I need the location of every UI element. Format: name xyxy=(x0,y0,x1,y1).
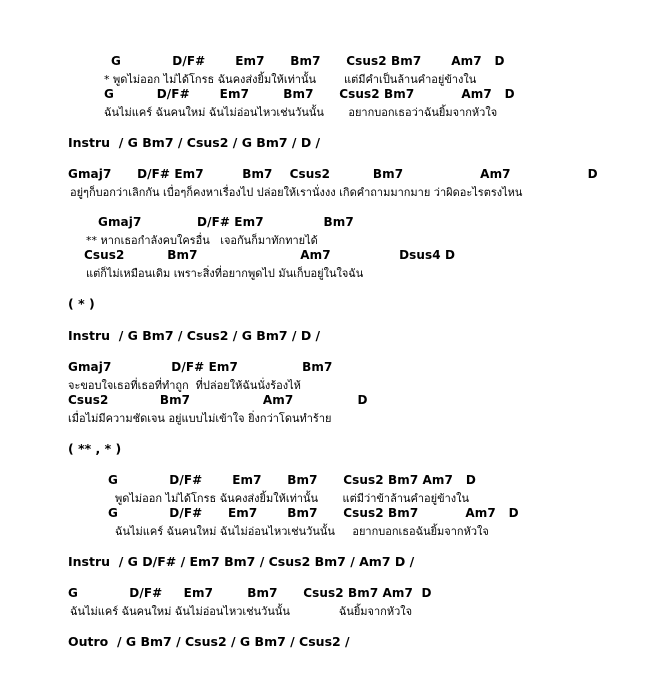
instrumental-line-1: Instru / G Bm7 / Csus2 / G Bm7 / D / xyxy=(68,135,321,150)
verse1-chord-line-2: G D/F# Em7 Bm7 Csus2 Bm7 Am7 D xyxy=(104,87,515,101)
verse1-chord-line-1: G D/F# Em7 Bm7 Csus2 Bm7 Am7 D xyxy=(111,54,505,68)
verse3-lyric-line-2: ฉันไม่แคร์ ฉันคนใหม่ ฉันไม่อ่อนไหวเช่นวันนั้น อยากบอกเธอฉันยิ้มจากหัวใจ xyxy=(115,525,489,538)
bridge-chord-line-1: Gmaj7 D/F# Em7 Bm7 xyxy=(68,360,333,374)
chorus-lyric-line-2: แต่ก็ไม่เหมือนเดิม เพราะสิ่งที่อยากพูดไป มันเก็บอยู่ในใจฉัน xyxy=(86,267,364,280)
ending-chord-line: G D/F# Em7 Bm7 Csus2 Bm7 Am7 D xyxy=(68,586,432,600)
chorus-chord-line-1: Gmaj7 D/F# Em7 Bm7 xyxy=(98,215,354,229)
instrumental-line-2: Instru / G Bm7 / Csus2 / G Bm7 / D / xyxy=(68,328,321,343)
verse2-chord-line: Gmaj7 D/F# Em7 Bm7 Csus2 Bm7 Am7 D xyxy=(68,167,598,181)
instrumental-line-3: Instru / G D/F# / Em7 Bm7 / Csus2 Bm7 / Am7 D / xyxy=(68,554,415,569)
verse3-chord-line-1: G D/F# Em7 Bm7 Csus2 Bm7 Am7 D xyxy=(108,473,476,487)
verse1-lyric-line-2: ฉันไม่แคร์ ฉันคนใหม่ ฉันไม่อ่อนไหวเช่นวันนั้น อยากบอกเธอว่าฉันยิ้มจากหัวใจ xyxy=(104,106,498,119)
chorus-chord-line-2: Csus2 Bm7 Am7 Dsus4 D xyxy=(84,248,456,262)
repeat-marker-1: ( * ) xyxy=(68,296,95,311)
ending-lyric-line: ฉันไม่แคร์ ฉันคนใหม่ ฉันไม่อ่อนไหวเช่นวันนั้น ฉันยิ้มจากหัวใจ xyxy=(70,605,413,618)
verse1-lyric-line-1: * พูดไม่ออก ไม่ได้โกรธ ฉันคงส่งยิ้มให้เท่านั้น แต่มีคำเป็นล้านคำอยู่ข้างใน xyxy=(104,73,477,86)
bridge-lyric-line-1: จะขอบใจเธอที่เธอที่ทำถูก ที่ปล่อยให้ฉันนั่งร้องไห้ xyxy=(68,379,301,392)
verse2-lyric-line: อยู่ๆก็บอกว่าเลิกกัน เบื่อๆก็คงหาเรื่องไป ปล่อยให้เรานั่งงง เกิดคำถามมากมาย ว่าผิดอะไรตรงไหน xyxy=(70,186,523,199)
chorus-lyric-line-1: ** หากเธอกำลังคบใครอื่น เจอกันก็มาทักทายได้ xyxy=(86,234,318,247)
repeat-marker-2: ( ** , * ) xyxy=(68,441,122,456)
verse3-chord-line-2: G D/F# Em7 Bm7 Csus2 Bm7 Am7 D xyxy=(108,506,519,520)
outro-line: Outro / G Bm7 / Csus2 / G Bm7 / Csus2 / xyxy=(68,634,350,649)
bridge-lyric-line-2: เมื่อไม่มีความชัดเจน อยู่แบบไม่เข้าใจ ยิ่งกว่าโดนทำร้าย xyxy=(68,412,332,425)
bridge-chord-line-2: Csus2 Bm7 Am7 D xyxy=(68,393,368,407)
verse3-lyric-line-1: พูดไม่ออก ไม่ได้โกรธ ฉันคงส่งยิ้มให้เท่านั้น แต่มีว่าข้าล้านคำอยู่ข้างใน xyxy=(115,492,470,505)
